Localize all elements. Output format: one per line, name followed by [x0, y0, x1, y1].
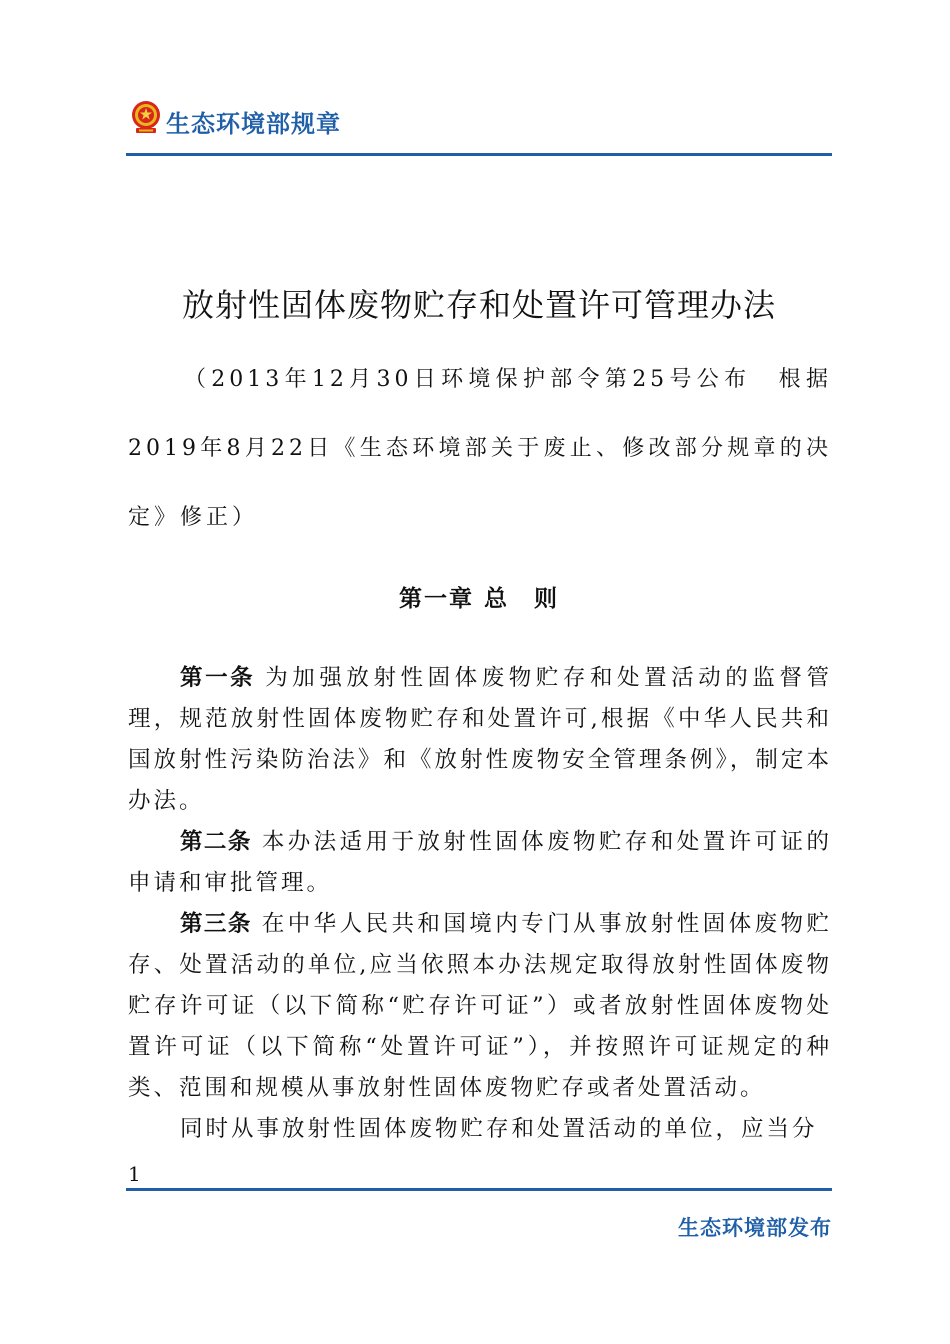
footer-rule: [126, 1188, 832, 1191]
document-body: [128, 658, 832, 1150]
header-rule: [126, 153, 832, 156]
article-1: [128, 658, 832, 822]
article-label: 第三条: [180, 911, 252, 937]
article-label: 第一条: [180, 665, 256, 691]
national-emblem-icon: [130, 100, 162, 136]
document-subtitle: （2013年12月30日环境保护部令第25号公布 根据2019年8月22日《生态环境部关于废止、修改部分规章的决定》修正）: [128, 367, 832, 530]
document-title: 放射性固体废物贮存和处置许可管理办法: [181, 286, 776, 324]
article-text: 同时从事放射性固体废物贮存和处置活动的单位，应当分: [180, 1116, 818, 1142]
article-label: 第二条: [180, 829, 252, 855]
page-number: 1: [128, 1162, 141, 1186]
footer-publisher: 生态环境部发布: [678, 1216, 832, 1240]
article-3: [128, 904, 832, 1109]
article-text: 本办法适用于放射性固体废物贮存和处置许可证的申请和审批管理。: [128, 829, 832, 896]
article-2: [128, 822, 832, 904]
article-3-continuation: [128, 1109, 832, 1150]
chapter-heading: 第一章 总 则: [398, 586, 559, 612]
article-text: 为加强放射性固体废物贮存和处置活动的监督管理，规范放射性固体废物贮存和处置许可,根据《中华人民共和国放射性污染防治法》和《放射性废物安全管理条例》，制定本办法。: [128, 665, 832, 814]
article-text: 在中华人民共和国境内专门从事放射性固体废物贮存、处置活动的单位,应当依照本办法规定取得放射性固体废物贮存许可证（以下简称“贮存许可证”）或者放射性固体废物处置许可证（以下简称“处置许可证”），并按照许可证规定的种类、范围和规模从事放射性固体废物贮存或者处置活动。: [128, 911, 832, 1101]
header-title: 生态环境部规章: [166, 110, 341, 138]
